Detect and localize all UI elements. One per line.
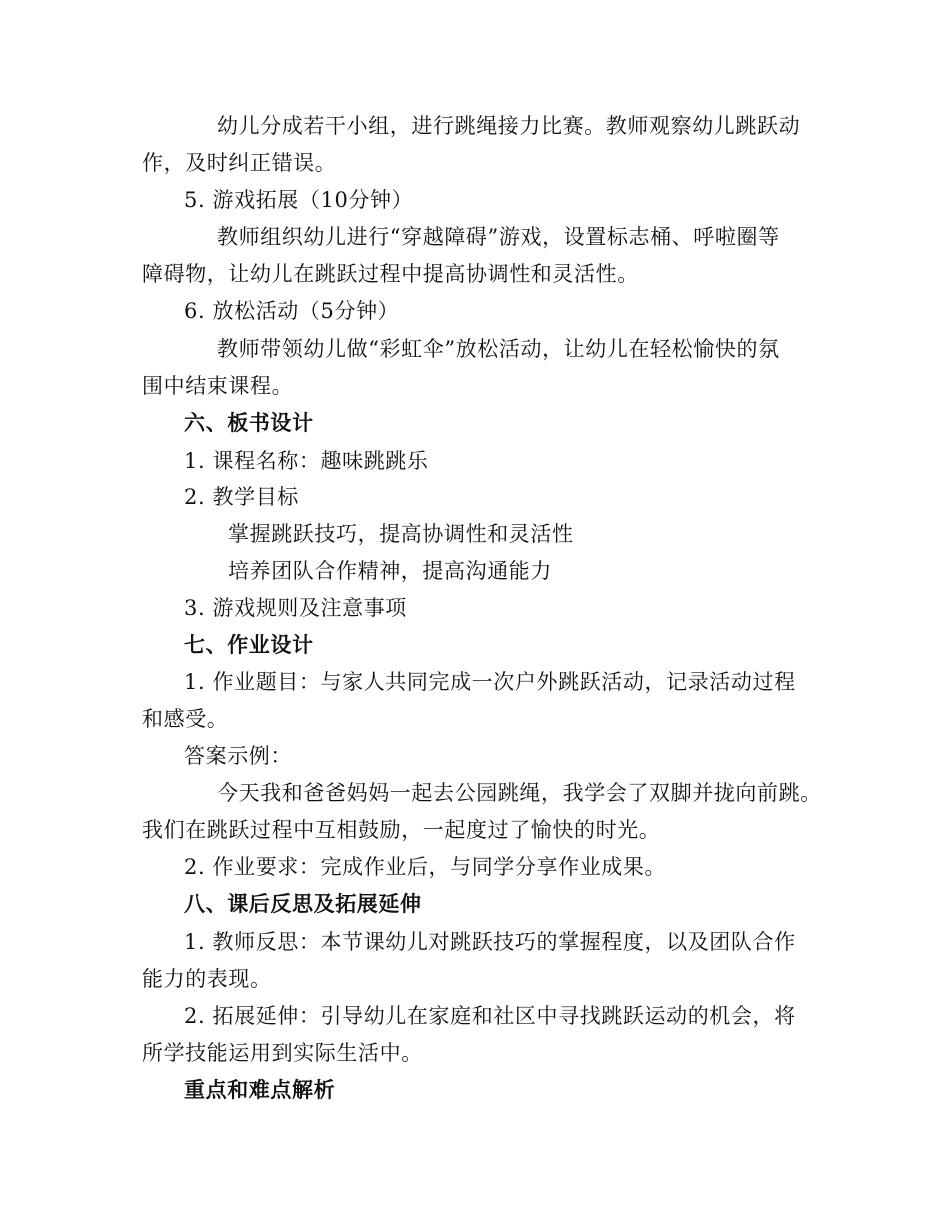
paragraph-line: 教师带领幼儿做“彩虹伞”放松活动，让幼儿在轻松愉快的氛 [217,337,780,361]
list-item: 2. 教学目标 [184,485,299,509]
paragraph-line: 我们在跳跃过程中互相鼓励，一起度过了愉快的时光。 [142,818,661,842]
paragraph-line: 和感受。 [142,707,229,731]
list-item: 6. 放松活动（5分钟） [184,299,400,323]
paragraph-line: 答案示例： [184,744,292,768]
list-item: 5. 游戏拓展（10分钟） [184,188,414,212]
list-subitem: 培养团队合作精神，提高沟通能力 [228,559,552,583]
list-item: 1. 课程名称：趣味跳跳乐 [184,449,429,473]
list-item: 1. 作业题目：与家人共同完成一次户外跳跃活动，记录活动过程 [184,670,796,694]
list-item: 1. 教师反思：本节课幼儿对跳跃技巧的掌握程度，以及团队合作 [184,930,796,954]
list-item: 2. 拓展延伸：引导幼儿在家庭和社区中寻找跳跃运动的机会，将 [184,1004,796,1028]
paragraph-line: 今天我和爸爸妈妈一起去公园跳绳，我学会了双脚并拢向前跳。 [217,781,822,805]
paragraph-line: 围中结束课程。 [142,374,294,398]
paragraph-line: 教师组织幼儿进行“穿越障碍”游戏，设置标志桶、呼啦圈等 [217,225,780,249]
paragraph-line: 所学技能运用到实际生活中。 [142,1041,423,1065]
section-heading: 重点和难点解析 [184,1077,336,1102]
section-heading: 六、板书设计 [184,410,314,435]
list-subitem: 掌握跳跃技巧，提高协调性和灵活性 [228,522,574,546]
paragraph-line: 能力的表现。 [142,967,272,991]
paragraph-line: 幼儿分成若干小组，进行跳绳接力比赛。教师观察幼儿跳跃动 [217,114,801,138]
section-heading: 七、作业设计 [184,632,314,657]
list-item: 2. 作业要求：完成作业后，与同学分享作业成果。 [184,855,667,879]
paragraph-line: 作，及时纠正错误。 [142,151,337,175]
list-item: 3. 游戏规则及注意事项 [184,596,407,620]
section-heading: 八、课后反思及拓展延伸 [184,891,422,916]
paragraph-line: 障碍物，让幼儿在跳跃过程中提高协调性和灵活性。 [142,262,639,286]
